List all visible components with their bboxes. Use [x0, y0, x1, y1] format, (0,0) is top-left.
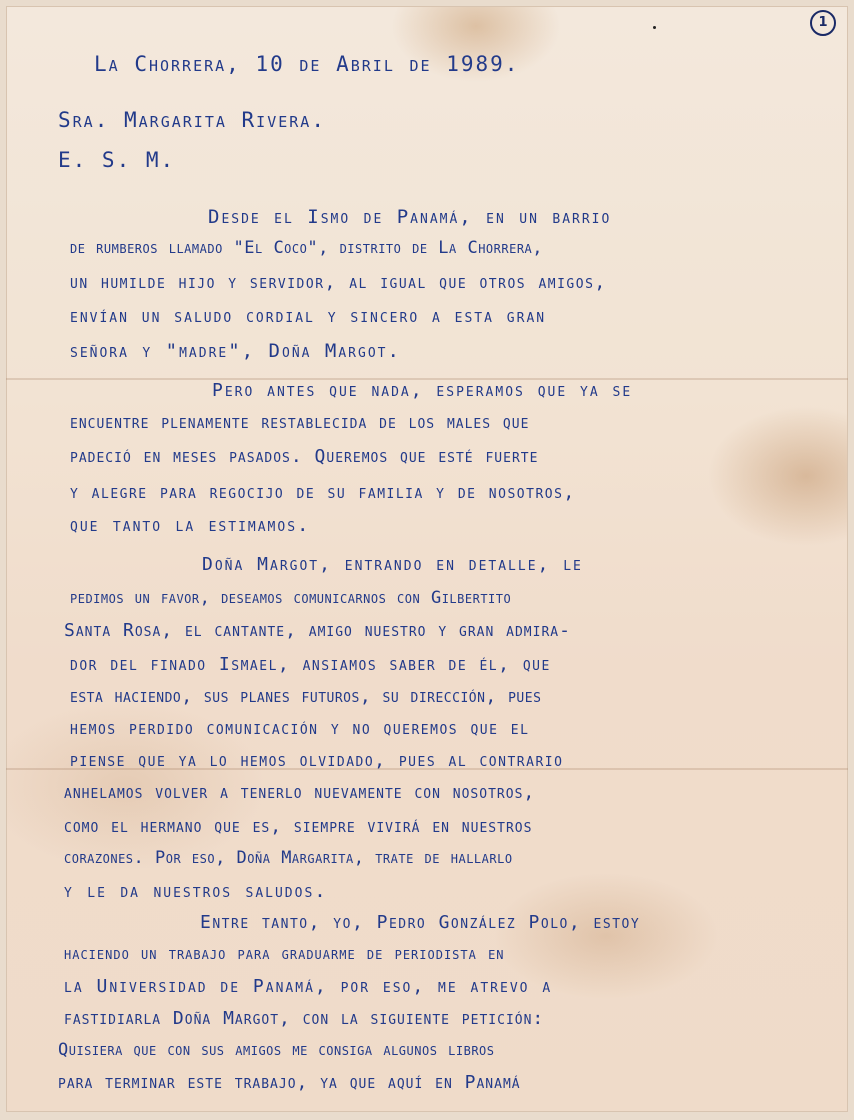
letter-line: esta haciendo, sus planes futuros, su dirección, pues — [70, 686, 542, 707]
letter-line: fastidiarla Doña Margot, con la siguiente petición: — [64, 1008, 545, 1029]
salutation-line: E. S. M. — [58, 148, 176, 172]
letter-line: que tanto la estimamos. — [70, 514, 311, 536]
date-line: La Chorrera, 10 de Abril de 1989. — [94, 52, 520, 76]
letter-line: Quisiera que con sus amigos me consiga algunos libros — [58, 1040, 495, 1060]
letter-line: como el hermano que es, siempre vivirá en nuestros — [64, 816, 533, 837]
letter-line: y alegre para regocijo de su familia y de nosotros, — [70, 482, 576, 503]
letter-line: un humilde hijo y servidor, al igual que otros amigos, — [70, 272, 607, 293]
letter-line: haciendo un trabajo para graduarme de periodista en — [64, 944, 505, 964]
letter-line: Entre tanto, yo, Pedro González Polo, estoy — [200, 912, 641, 933]
letter-line: dor del finado Ismael, ansiamos saber de él, que — [70, 654, 551, 675]
letter-line: la Universidad de Panamá, por eso, me atrevo a — [64, 976, 553, 997]
letter-line: Santa Rosa, el cantante, amigo nuestro y gran admira- — [64, 620, 571, 641]
recipient-line: Sra. Margarita Rivera. — [58, 108, 326, 132]
letter-line: corazones. Por eso, Doña Margarita, trate de hallarlo — [64, 848, 513, 868]
letter-line: padeció en meses pasados. Queremos que esté fuerte — [70, 446, 539, 467]
page-number: 1 — [810, 10, 836, 36]
letter-line: Pero antes que nada, esperamos que ya se — [212, 380, 633, 401]
letter-line: piense que ya lo hemos olvidado, pues al contrario — [70, 750, 564, 771]
letter-line: anhelamos volver a tenerlo nuevamente con nosotros, — [64, 782, 536, 803]
letter-line: encuentre plenamente restablecida de los males que — [70, 412, 530, 433]
letter-line: envían un saludo cordial y sincero a esta gran — [70, 306, 547, 327]
letter-line: Doña Margot, entrando en detalle, le — [202, 554, 583, 575]
letter-page — [6, 6, 848, 1112]
letter-line: señora y "madre", Doña Margot. — [70, 340, 401, 362]
ink-dot — [653, 26, 656, 29]
letter-line: hemos perdido comunicación y no queremos que el — [70, 718, 530, 739]
letter-line: Desde el Ismo de Panamá, en un barrio — [208, 206, 612, 228]
letter-line: y le da nuestros saludos. — [64, 880, 328, 902]
letter-line: de rumberos llamado "El Coco", distrito de La Chorrera, — [70, 238, 544, 258]
letter-line: pedimos un favor, deseamos comunicarnos con Gilbertito — [70, 588, 512, 608]
letter-line: para terminar este trabajo, ya que aquí en Panamá — [58, 1072, 521, 1093]
